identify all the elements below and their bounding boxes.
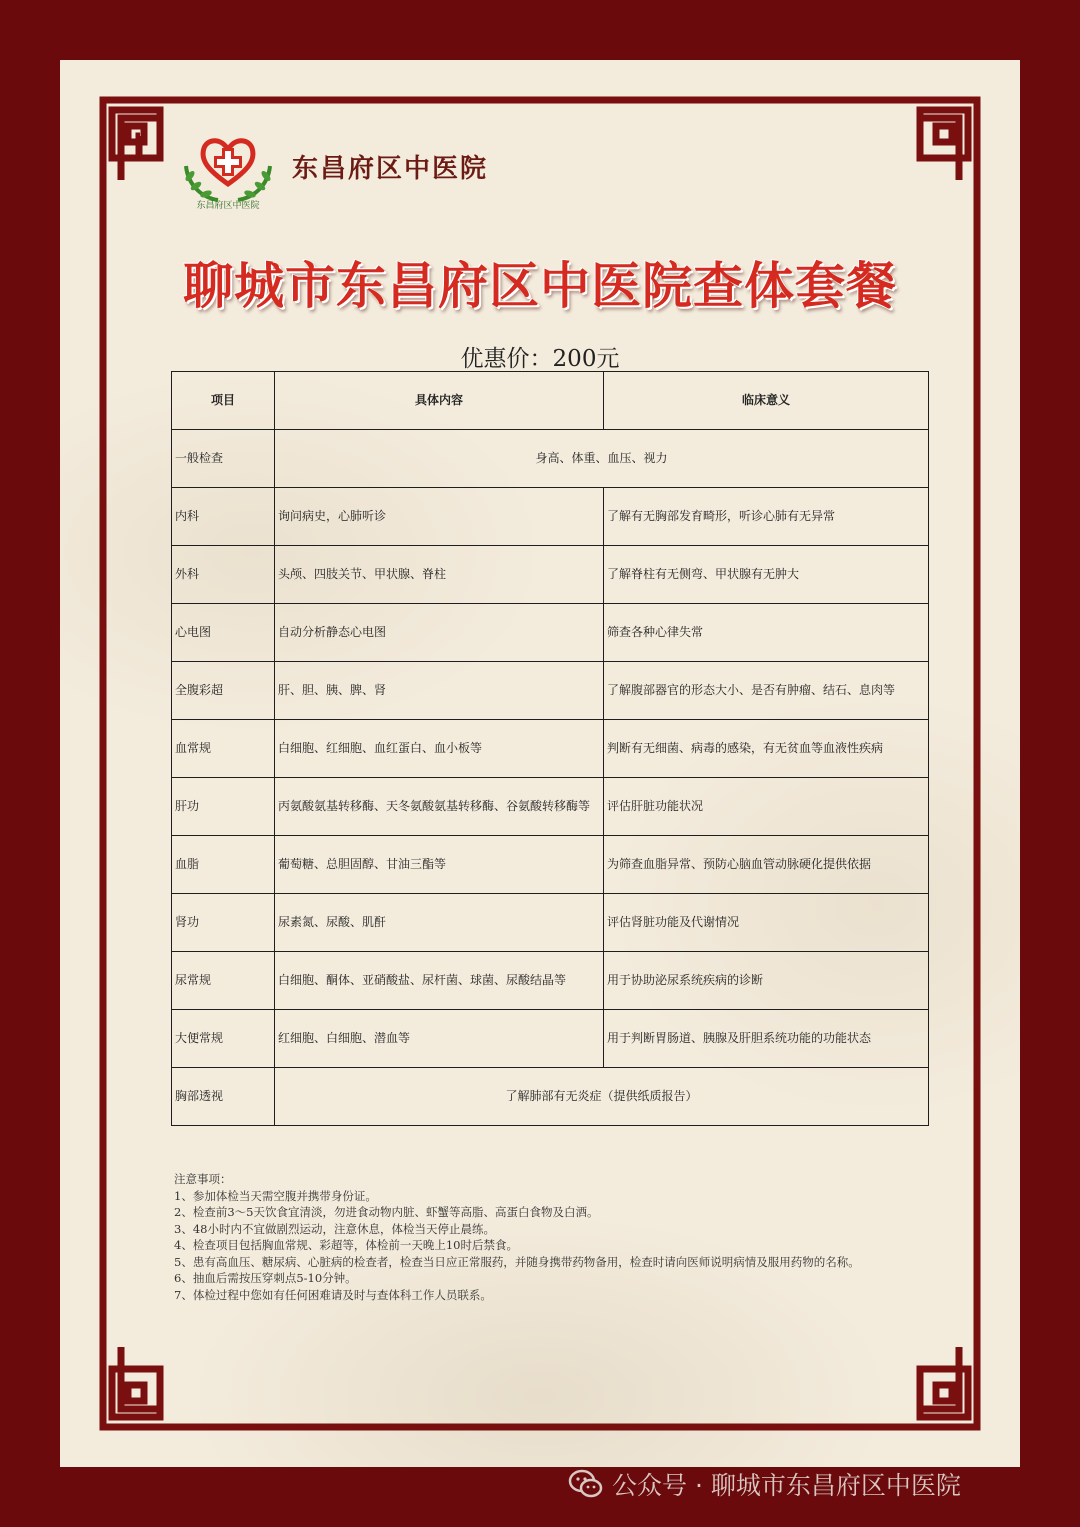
hospital-logo [178,126,278,212]
row-item: 血脂 [172,836,275,894]
table-row [172,894,929,952]
table-row [172,430,929,488]
row-meaning: 筛查各种心律失常 [604,604,929,662]
note-item: 7、体检过程中您如有任何困难请及时与查体科工作人员联系。 [174,1287,492,1302]
row-content: 白细胞、酮体、亚硝酸盐、尿杆菌、球菌、尿酸结晶等 [275,952,604,1010]
note-item: 5、患有高血压、糖尿病、心脏病的检查者，检查当日应正常服药，并随身携带药物备用，检查时请向医师说明病情及服用药物的名称。 [174,1254,860,1269]
hospital-name: 东昌府区中医院 [292,154,489,184]
table-row [172,778,929,836]
table-row [172,604,929,662]
row-item: 肾功 [172,894,275,952]
header-item: 项目 [172,372,275,430]
table-row [172,1010,929,1068]
note-item: 3、48小时内不宜做剧烈运动，注意休息，体检当天停止晨练。 [174,1221,495,1236]
footer-text: 公众号 · 聊城市东昌府区中医院 [612,1471,961,1500]
table-row [172,720,929,778]
header-meaning: 临床意义 [604,372,929,430]
note-item: 6、抽血后需按压穿刺点5-10分钟。 [174,1271,357,1285]
row-merged: 身高、体重、血压、视力 [275,430,929,488]
row-meaning: 判断有无细菌、病毒的感染，有无贫血等血液性疾病 [604,720,929,778]
logo-caption: 东昌府区中医院 [196,201,260,211]
row-item: 内科 [172,488,275,546]
row-item: 肝功 [172,778,275,836]
row-meaning: 评估肾脏功能及代谢情况 [604,894,929,952]
note-item: 1、参加体检当天需空腹并携带身份证。 [174,1188,377,1203]
notes-list [174,1188,860,1304]
row-content: 尿素氮、尿酸、肌酐 [275,894,604,952]
row-content: 头颅、四肢关节、甲状腺、脊柱 [275,546,604,604]
exam-package-table [171,371,929,1126]
wechat-footer [568,1466,961,1502]
row-meaning: 评估肝脏功能状况 [604,778,929,836]
row-meaning: 用于判断胃肠道、胰腺及肝胆系统功能的功能状态 [604,1010,929,1068]
table-row [172,488,929,546]
row-content: 丙氨酸氨基转移酶、天冬氨酸氨基转移酶、谷氨酸转移酶等 [275,778,604,836]
note-item: 4、检查项目包括胸血常规、彩超等，体检前一天晚上10时后禁食。 [174,1238,518,1252]
row-content: 肝、胆、胰、脾、肾 [275,662,604,720]
page-title: 聊城市东昌府区中医院查体套餐 [183,256,897,315]
table-row [172,952,929,1010]
price-label: 优惠价：200元 [460,346,620,372]
row-meaning: 用于协助泌尿系统疾病的诊断 [604,952,929,1010]
wechat-icon [568,1469,604,1499]
row-item: 外科 [172,546,275,604]
notes-section [174,1171,860,1303]
row-content: 红细胞、白细胞、潜血等 [275,1010,604,1068]
row-content: 自动分析静态心电图 [275,604,604,662]
row-merged: 了解肺部有无炎症（提供纸质报告） [275,1068,929,1126]
row-item: 胸部透视 [172,1068,275,1126]
table-row [172,1068,929,1126]
note-item: 2、检查前3～5天饮食宜清淡，勿进食动物内脏、虾蟹等高脂、高蛋白食物及白酒。 [174,1205,599,1219]
row-content: 葡萄糖、总胆固醇、甘油三酯等 [275,836,604,894]
row-content: 白细胞、红细胞、血红蛋白、血小板等 [275,720,604,778]
row-meaning: 了解脊柱有无侧弯、甲状腺有无肿大 [604,546,929,604]
row-item: 血常规 [172,720,275,778]
row-item: 全腹彩超 [172,662,275,720]
row-meaning: 了解有无胸部发育畸形，听诊心肺有无异常 [604,488,929,546]
table-row [172,546,929,604]
row-item: 大便常规 [172,1010,275,1068]
row-meaning: 为筛查血脂异常、预防心脑血管动脉硬化提供依据 [604,836,929,894]
notes-title: 注意事项： [174,1172,232,1186]
row-content: 询问病史，心肺听诊 [275,488,604,546]
row-item: 心电图 [172,604,275,662]
table-row [172,836,929,894]
row-item: 一般检查 [172,430,275,488]
row-item: 尿常规 [172,952,275,1010]
table-header-row [172,372,929,430]
table-row [172,662,929,720]
row-meaning: 了解腹部器官的形态大小、是否有肿瘤、结石、息肉等 [604,662,929,720]
header-content: 具体内容 [275,372,604,430]
